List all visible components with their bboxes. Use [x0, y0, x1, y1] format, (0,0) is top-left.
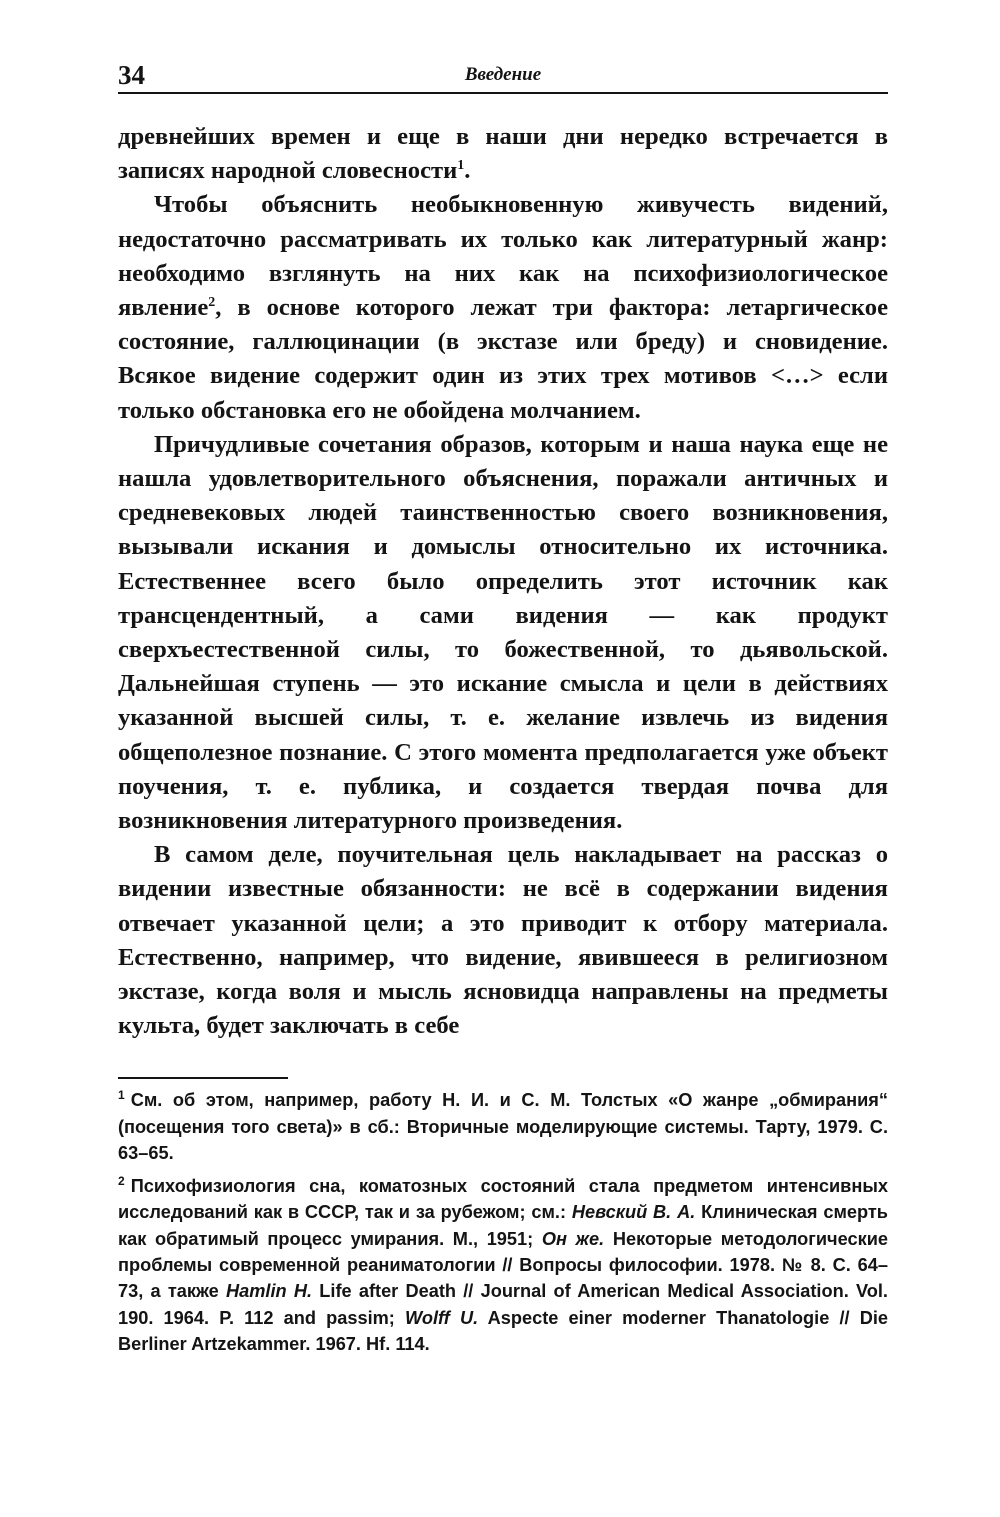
footnote-1	[118, 1087, 888, 1166]
footnote-2-part-4: Life after Death // Journal of American Medical Association. Vol. 190. 1964. P. 112 and passim;	[118, 1281, 888, 1328]
footnote-2-author-nevsky: Невский В. А.	[571, 1202, 696, 1223]
paragraph-1-text: древнейших времен и еще в наши дни нередко встречается в записях народной словесности	[118, 123, 888, 185]
paragraph-1	[118, 120, 888, 188]
page-number: 34	[118, 60, 145, 90]
footnote-2-same-author: Он же.	[541, 1228, 605, 1249]
paragraph-2-text-before: Чтобы объяснить необыкновенную живучесть видений, недостаточно рассматривать их только как литературный жанр: необходимо взглянуть на них как на психофизиологическое явление	[118, 191, 888, 322]
paragraph-4: В самом деле, поучительная цель накладывает на рассказ о видении известные обязанности: не всё в содержании видения отвечает указанной цели; а это приводит к отбору материала. Естественно, например, что видение, явившееся в религиозном экстазе, когда воля и мысль ясновидца направлены на предметы культа, будет заключать в себе	[118, 841, 888, 1040]
footnote-ref-2[interactable]: 2	[208, 294, 216, 310]
paragraph-2-text-after: , в основе которого лежат три фактора: летаргическое состояние, галлюцинации (в экстазе или бреду) и сновидение. Всякое видение содержит один из этих трех мотивов <…> если только обстановка его не обойдена молчанием.	[118, 294, 888, 424]
section-title: Введение	[464, 64, 542, 85]
footnote-2-marker: 2	[118, 1173, 125, 1188]
main-text	[118, 120, 888, 1043]
footnote-ref-1[interactable]: 1	[457, 158, 465, 174]
footnote-2-part-5: Aspecte einer moderner Thanatologie // Die Berliner Artzekammer. 1967. Hf. 114.	[118, 1307, 889, 1355]
paragraph-3: Причудливые сочетания образов, которым и наша наука еще не нашла удовлетворительного объяснения, поражали античных и средневековых людей таинственностью своего возникновения, вызывали искания и домыслы относительно их источника. Естественнее всего было определить этот источник как трансцендентный, а сами видения — как продукт сверхъестественной силы, то божественной, то дьявольской. Дальнейшая ступень — это искание смысла и цели в действиях указанной высшей силы, т. е. желание извлечь из видения общеполезное познание. С этого момента предполагается уже объект поучения, т. е. публика, и создается твердая почва для возникновения литературного произведения.	[118, 430, 888, 835]
paragraph-1-end: .	[464, 157, 471, 185]
footnote-2-author-hamlin: Hamlin H.	[225, 1281, 313, 1302]
footnote-1-text: См. об этом, например, работу Н. И. и С. М. Толстых «О жанре „обмирания“ (посещения того света)» в сб.: Вторичные моделирующие системы. Тарту, 1979. С. 63–65.	[118, 1090, 888, 1164]
footnote-1-marker: 1	[118, 1088, 125, 1103]
footnote-2-part-3: Некоторые методологические проблемы современной реаниматологии // Вопросы философии. 1978. № 8. С. 64–73, а также	[118, 1228, 888, 1302]
footnote-2-part-1: Психофизиология сна, коматозных состояний стала предметом интенсивных исследований как в СССР, так и за рубежом; см.:	[118, 1175, 888, 1223]
footnote-divider	[118, 1077, 288, 1079]
footnote-2	[118, 1173, 888, 1358]
footnotes	[118, 1087, 888, 1357]
book-page	[118, 58, 888, 1364]
footnote-2-part-2: Клиническая смерть как обратимый процесс умирания. М., 1951;	[118, 1202, 888, 1249]
running-head	[118, 58, 888, 94]
paragraph-2	[118, 188, 888, 427]
footnote-2-author-wolff: Wolff U.	[405, 1307, 479, 1328]
